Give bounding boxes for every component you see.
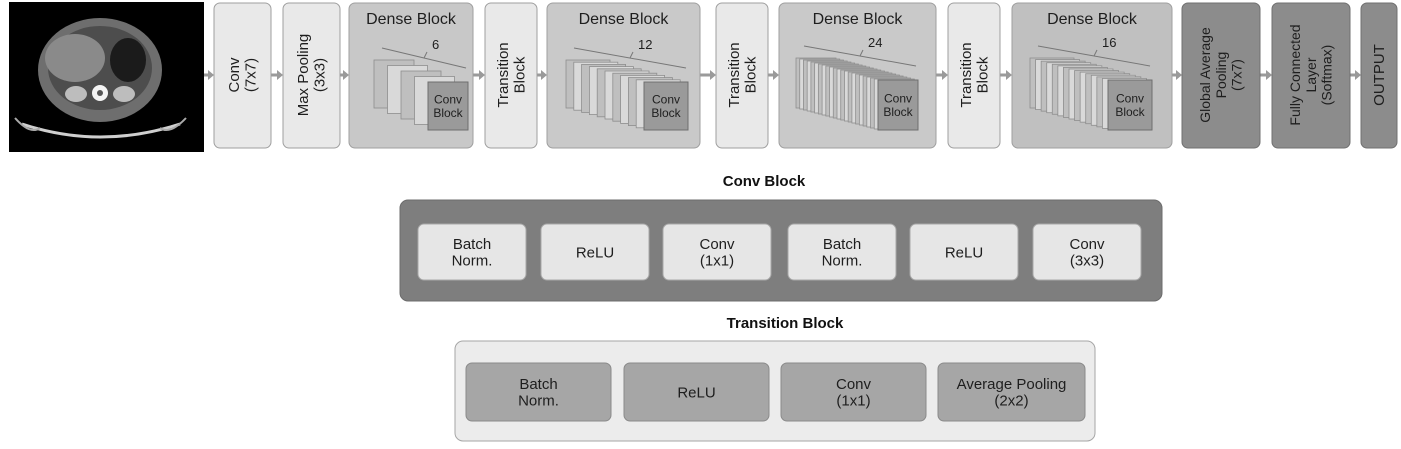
conv-block-mini-label-line: Block <box>651 105 681 120</box>
fc-label-line: (Softmax) <box>1318 44 1335 106</box>
conv7x7-label-line: Conv <box>225 57 243 93</box>
dense-block-title: Dense Block <box>578 11 669 28</box>
arrow-head <box>479 70 485 80</box>
output-label: OUTPUT <box>1371 44 1388 106</box>
arrow-head <box>1355 70 1361 80</box>
conv-step-label-line: Norm. <box>451 252 493 270</box>
transition-label-line: Block <box>511 56 529 94</box>
transition-label-line: Transition <box>494 42 512 108</box>
arrow-head <box>208 70 214 80</box>
arrow-head <box>541 70 547 80</box>
conv-block-mini-label-line: Block <box>1115 104 1145 119</box>
transition-step-label <box>677 384 715 401</box>
ct-stomach <box>110 38 146 82</box>
gap-label-line: Global Average <box>1197 27 1214 123</box>
conv-step-label-line: ReLU <box>575 244 615 262</box>
arrow-head <box>1266 70 1272 80</box>
conv-block-mini-label-line: Conv <box>651 92 681 107</box>
conv7x7-label-line: (7x7) <box>242 57 260 93</box>
conv-block-mini-label-line: Conv <box>883 91 913 106</box>
transition-step-label <box>836 376 872 410</box>
fc-label-line: Fully Connected <box>1287 24 1304 126</box>
conv-step-label <box>699 236 735 270</box>
conv-block-mini-label-line: Conv <box>433 92 463 107</box>
conv-block-mini-label-line: Conv <box>1115 91 1145 106</box>
layer-count: 12 <box>638 37 653 52</box>
layer-count: 24 <box>868 35 883 50</box>
conv-step-label-line: (1x1) <box>699 252 735 270</box>
dense-block-title: Dense Block <box>812 11 903 28</box>
arrow-head <box>1176 70 1182 80</box>
conv-step-label-line: Norm. <box>821 252 863 270</box>
transition-step-label-line: (1x1) <box>836 392 871 410</box>
conv-step-label-line: Batch <box>452 235 492 253</box>
conv-step-label <box>822 236 863 270</box>
transition-label-line: Block <box>742 56 760 94</box>
conv-block-mini-label-line: Block <box>883 104 913 119</box>
transition-step-label-line: Average Pooling <box>956 375 1067 393</box>
conv-step-label <box>945 244 983 261</box>
transition-label-line: Block <box>974 56 992 94</box>
conv-step-label-line: Conv <box>1069 235 1105 253</box>
arrow-head <box>343 70 349 80</box>
layer-count: 6 <box>432 37 440 52</box>
gap-label-line: Pooling <box>1212 51 1229 99</box>
maxpool-label-line: Max Pooling <box>294 33 312 117</box>
transition-step-label-line: Norm. <box>518 392 559 410</box>
arrow-head <box>1006 70 1012 80</box>
transition-label-line: Transition <box>957 42 975 108</box>
conv-block-mini-label <box>883 91 913 118</box>
layer-count: 16 <box>1102 35 1117 50</box>
arrow-head <box>710 70 716 80</box>
conv-step-label <box>576 244 614 261</box>
conv-step-label-line: (3x3) <box>1069 252 1105 270</box>
transition-block-title: Transition Block <box>726 315 844 332</box>
ct-liver <box>45 34 105 82</box>
ct-kidney-left <box>65 86 87 102</box>
conv-block-mini-label-line: Block <box>433 105 463 120</box>
conv-block-title: Conv Block <box>722 173 806 190</box>
conv-step-label <box>1069 236 1105 270</box>
conv-block-mini-label <box>433 92 463 119</box>
arrow-head <box>942 70 948 80</box>
ct-kidney-right <box>113 86 135 102</box>
maxpool-label-line: (3x3) <box>311 57 329 93</box>
dense-block-title: Dense Block <box>366 11 456 28</box>
fc-label-line: Layer <box>1302 57 1319 93</box>
conv-step-label-line: Conv <box>699 235 735 253</box>
gap-label-line: (7x7) <box>1228 59 1245 91</box>
transition-step-label-line: ReLU <box>677 384 716 402</box>
arrow-head <box>277 70 283 80</box>
transition-step-label <box>518 376 559 410</box>
conv-block-mini-label <box>651 92 681 119</box>
conv-step-label-line: Batch <box>822 235 862 253</box>
conv-step-label-line: ReLU <box>944 244 984 262</box>
arrow-head <box>773 70 779 80</box>
transition-step-label-line: (2x2) <box>994 392 1029 410</box>
conv-step-label <box>452 236 493 270</box>
transition-step-label-line: Batch <box>519 375 558 393</box>
ct-spinal-canal <box>97 90 103 96</box>
dense-block-title: Dense Block <box>1047 11 1137 28</box>
conv-block-mini-label <box>1115 91 1145 118</box>
conv7x7-label <box>226 57 260 93</box>
transition-label-line: Transition <box>725 42 743 108</box>
transition-step-label-line: Conv <box>835 375 872 393</box>
